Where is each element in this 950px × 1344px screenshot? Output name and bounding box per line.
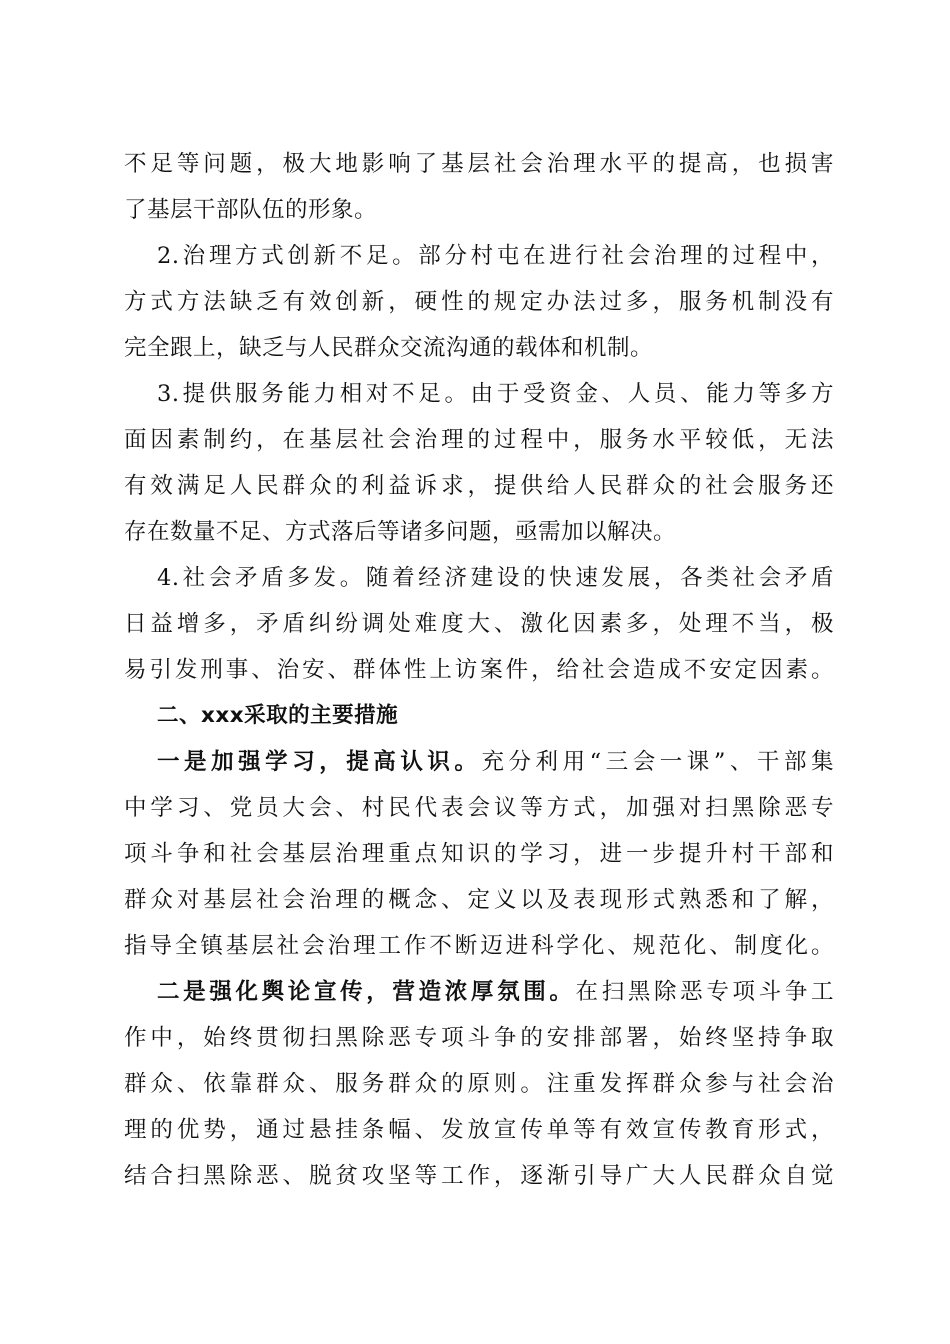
text-line: 了基层干部队伍的形象。 <box>124 197 378 223</box>
text-line: 2.治理方式创新不足。部分村屯在进行社会治理的过程中， <box>157 243 834 269</box>
text-line: 日益增多，矛盾纠纷调处难度大、激化因素多，处理不当，极 <box>124 611 834 637</box>
text-line: 项斗争和社会基层治理重点知识的学习，进一步提升村干部和 <box>124 841 834 867</box>
paragraph-lead: 二是强化舆论宣传，营造浓厚氛围。 <box>157 979 576 1005</box>
text-line: 不足等问题，极大地影响了基层社会治理水平的提高，也损害 <box>124 151 834 177</box>
text-line <box>124 969 834 1015</box>
text-line: 理的优势，通过悬挂条幅、发放宣传单等有效宣传教育形式， <box>124 1117 834 1143</box>
text-line: 结合扫黑除恶、脱贫攻坚等工作，逐渐引导广大人民群众自觉 <box>124 1163 834 1189</box>
text-line: 存在数量不足、方式落后等诸多问题，亟需加以解决。 <box>124 519 677 545</box>
text-line: 有效满足人民群众的利益诉求，提供给人民群众的社会服务还 <box>124 473 834 499</box>
text-line: 3.提供服务能力相对不足。由于受资金、人员、能力等多方 <box>157 381 834 407</box>
text-line: 群众对基层社会治理的概念、定义以及表现形式熟悉和了解， <box>124 887 834 913</box>
text-line: 易引发刑事、治安、群体性上访案件，给社会造成不安定因素。 <box>124 657 834 683</box>
text-line <box>124 739 834 785</box>
section-heading: 二、xxx采取的主要措施 <box>157 703 399 728</box>
text-line: 中学习、党员大会、村民代表会议等方式，加强对扫黑除恶专 <box>124 795 834 821</box>
paragraph-text: 充分利用“三会一课”、干部集 <box>481 749 834 775</box>
document-body <box>124 141 834 1199</box>
text-line: 方式方法缺乏有效创新，硬性的规定办法过多，服务机制没有 <box>124 289 834 315</box>
text-line: 完全跟上，缺乏与人民群众交流沟通的载体和机制。 <box>124 335 654 361</box>
text-line: 面因素制约，在基层社会治理的过程中，服务水平较低，无法 <box>124 427 834 453</box>
text-line: 4.社会矛盾多发。随着经济建设的快速发展，各类社会矛盾 <box>157 565 834 591</box>
text-line: 群众、依靠群众、服务群众的原则。注重发挥群众参与社会治 <box>124 1071 834 1097</box>
text-line: 指导全镇基层社会治理工作不断迈进科学化、规范化、制度化。 <box>124 933 834 959</box>
text-line: 作中，始终贯彻扫黑除恶专项斗争的安排部署，始终坚持争取 <box>124 1025 834 1051</box>
paragraph-text: 在扫黑除恶专项斗争工 <box>575 979 834 1005</box>
paragraph-lead: 一是加强学习，提高认识。 <box>157 749 482 775</box>
